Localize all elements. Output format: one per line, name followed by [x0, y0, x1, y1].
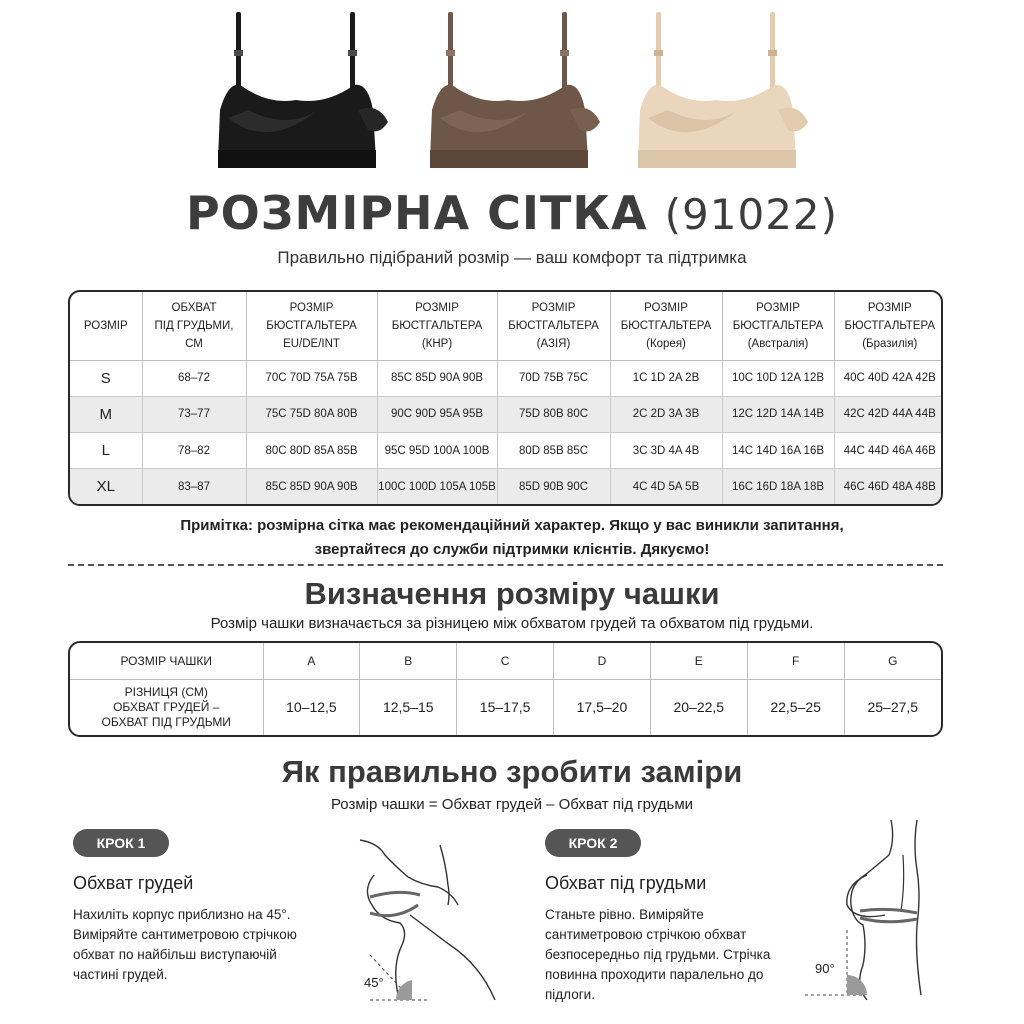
cup-letter: E [650, 643, 747, 679]
header-eu: РОЗМІР БЮСТГАЛЬТЕРА EU/DE/INT [246, 292, 377, 360]
table-row [70, 469, 943, 504]
cup-header-row [70, 643, 941, 679]
size-table-header-row [70, 292, 943, 360]
cup-range: 25–27,5 [844, 679, 941, 735]
cup-range: 22,5–25 [747, 679, 844, 735]
table-cell: 78–82 [142, 433, 246, 469]
size-note [0, 514, 1024, 562]
title-main: РОЗМІРНА СІТКА [185, 186, 648, 240]
table-cell: 1C 1D 2A 2B [610, 360, 722, 396]
header-china: РОЗМІР БЮСТГАЛЬТЕРА (КНР) [377, 292, 497, 360]
cup-section-title: Визначення розміру чашки [304, 576, 720, 611]
step-2-angle: 90° [815, 961, 835, 976]
table-cell: M [70, 396, 142, 432]
table-cell: 68–72 [142, 360, 246, 396]
table-cell: 75C 75D 80A 80B [246, 396, 377, 432]
bra-black-image [208, 10, 388, 175]
cup-letter: A [263, 643, 360, 679]
cup-letter: D [554, 643, 651, 679]
cup-size-table [68, 641, 943, 737]
table-cell: 10C 10D 12A 12B [722, 360, 834, 396]
table-cell: 4C 4D 5A 5B [610, 469, 722, 504]
table-cell: L [70, 433, 142, 469]
cup-row-label: РІЗНИЦЯ (СМ) ОБХВАТ ГРУДЕЙ – ОБХВАТ ПІД ГРУДЬМИ [101, 684, 231, 729]
table-cell: 16C 16D 18A 18B [722, 469, 834, 504]
header-underbust: ОБХВАТ ПІД ГРУДЬМИ, СМ [142, 292, 246, 360]
header-asia: РОЗМІР БЮСТГАЛЬТЕРА (АЗІЯ) [497, 292, 610, 360]
step-2-illustration [805, 815, 945, 1005]
bra-nude-image [628, 10, 808, 175]
table-row [70, 433, 943, 469]
cup-letter: B [360, 643, 457, 679]
table-cell: 46C 46D 48A 48B [834, 469, 943, 504]
cup-letter: G [844, 643, 941, 679]
table-cell: 14C 14D 16A 16B [722, 433, 834, 469]
table-row [70, 360, 943, 396]
measure-formula: Розмір чашки = Обхват грудей – Обхват під грудьми [330, 796, 694, 813]
section-divider [68, 564, 943, 566]
table-cell: 70D 75B 75C [497, 360, 610, 396]
table-cell: S [70, 360, 142, 396]
step-2-badge: КРОК 2 [545, 829, 641, 857]
table-cell: 70C 70D 75A 75B [246, 360, 377, 396]
note-line: Примітка: розмірна сітка має рекомендаційний характер. Якщо у вас виникли запитання, [180, 517, 844, 534]
cup-range: 20–22,5 [650, 679, 747, 735]
cup-range-row [70, 679, 941, 735]
table-cell: 100C 100D 105A 105B [377, 469, 497, 504]
model-code: (91022) [664, 190, 839, 239]
step-1-badge: КРОК 1 [73, 829, 169, 857]
table-cell: 85D 90B 90C [497, 469, 610, 504]
step-2-text: Станьте рівно. Виміряйте сантиметровою стрічкою обхват безпосередньо під грудьми. Стрічка повинна проходити паралельно до підлоги. [545, 907, 771, 1002]
table-cell: 80D 85B 85C [497, 433, 610, 469]
cup-range: 17,5–20 [554, 679, 651, 735]
table-cell: 80C 80D 85A 85B [246, 433, 377, 469]
step-1-text: Нахиліть корпус приблизно на 45°. Виміряйте сантиметровою стрічкою обхват по найбільш виступаючій частині грудей. [73, 907, 297, 982]
table-cell: 40C 40D 42A 42B [834, 360, 943, 396]
table-cell: 12C 12D 14A 14B [722, 396, 834, 432]
table-row [70, 396, 943, 432]
cup-range: 10–12,5 [263, 679, 360, 735]
page-subtitle: Правильно підібраний розмір — ваш комфорт та підтримка [277, 248, 747, 267]
table-cell: 42C 42D 44A 44B [834, 396, 943, 432]
table-cell: 85C 85D 90A 90B [246, 469, 377, 504]
cup-letter: F [747, 643, 844, 679]
table-cell: 73–77 [142, 396, 246, 432]
cup-section-subtitle: Розмір чашки визначається за різницею між обхватом грудей та обхватом під грудьми. [210, 615, 814, 632]
product-images [0, 0, 1024, 185]
cup-header-label: РОЗМІР ЧАШКИ [70, 643, 263, 679]
table-cell: XL [70, 469, 142, 504]
note-line: звертайтеся до служби підтримки клієнтів. Дякуємо! [314, 541, 710, 558]
header-australia: РОЗМІР БЮСТГАЛЬТЕРА (Австралія) [722, 292, 834, 360]
table-cell: 44C 44D 46A 46B [834, 433, 943, 469]
table-cell: 95C 95D 100A 100B [377, 433, 497, 469]
step-1-angle: 45° [364, 975, 384, 990]
table-cell: 83–87 [142, 469, 246, 504]
table-cell: 3C 3D 4A 4B [610, 433, 722, 469]
table-cell: 85C 85D 90A 90B [377, 360, 497, 396]
step-1-illustration [350, 835, 520, 1015]
step-1-title: Обхват грудей [73, 873, 194, 893]
cup-range: 12,5–15 [360, 679, 457, 735]
bra-brown-image [420, 10, 600, 175]
cup-letter: C [457, 643, 554, 679]
table-cell: 90C 90D 95A 95B [377, 396, 497, 432]
step-2-title: Обхват під грудьми [545, 873, 707, 893]
header-brazil: РОЗМІР БЮСТГАЛЬТЕРА (Бразилія) [834, 292, 943, 360]
header-size: РОЗМІР [70, 292, 142, 360]
size-chart-table [68, 290, 943, 506]
table-cell: 75D 80B 80C [497, 396, 610, 432]
header-korea: РОЗМІР БЮСТГАЛЬТЕРА (Корея) [610, 292, 722, 360]
page-title [0, 186, 1024, 240]
measure-section-title: Як правильно зробити заміри [281, 754, 743, 789]
table-cell: 2C 2D 3A 3B [610, 396, 722, 432]
cup-range: 15–17,5 [457, 679, 554, 735]
